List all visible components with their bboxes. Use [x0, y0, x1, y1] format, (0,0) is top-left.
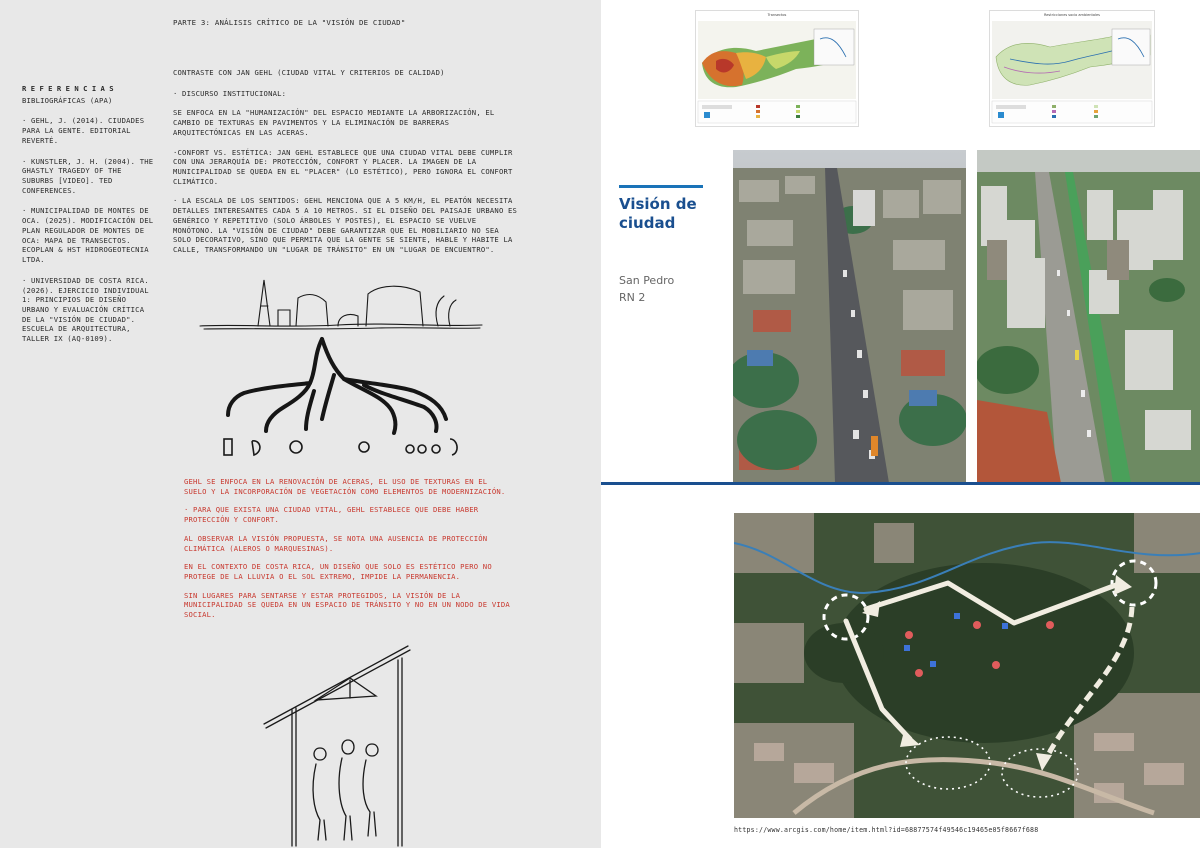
- current-street-photo: [733, 150, 966, 483]
- reference-item: · GEHL, J. (2014). CIUDADES PARA LA GENTE. EDITORIAL REVERTÉ.: [22, 116, 145, 145]
- critique-note: · PARA QUE EXISTA UNA CIUDAD VITAL, GEHL ESTABLECE QUE DEBE HABER PROTECCIÓN Y CONFORT.: [184, 505, 479, 525]
- reference-item: · UNIVERSIDAD DE COSTA RICA. (2026). EJERCICIO INDIVIDUAL 1: PRINCIPIOS DE DISEÑO URBANO Y EVALUACIÓN CRÍTICA DE LA "VISIÓN DE CIUDAD". ESCUELA DE ARQUITECTURA, TALLER IX (AQ-0109).: [22, 275, 149, 344]
- references-column: [22, 84, 157, 355]
- satellite-route-map: [734, 513, 1200, 818]
- critique-note: EN EL CONTEXTO DE COSTA RICA, UN DISEÑO QUE SOLO ES ESTÉTICO PERO NO PROTEGE DE LA LLUVIA O EL SOL EXTREMO, IMPIDE LA PERMANENCIA.: [184, 562, 492, 582]
- critique-notes: [184, 477, 514, 629]
- analysis-paragraph: · LA ESCALA DE LOS SENTIDOS: GEHL MENCIONA QUE A 5 KM/H, EL PEATÓN NECESITA DETALLES INTERESANTES CADA 5 A 10 METROS. SI EL DISEÑO DEL PAISAJE URBANO ES GENÉRICO Y REPETITIVO (SOLO ÁRBOLES Y POSTES), EL ESPACIO SE VUELVE MONÓTONO. LA "VISIÓN DE CIUDAD" DEBE GARANTIZAR QUE EL MOBILIARIO NO SEA SOLO DECORATIVO, SINO QUE PERMITA QUE LA GENTE SE SIENTE, HABLE Y HABITE LA CALLE, TRANSFORMANDO UN "LUGAR DE TRÁNSITO" EN UN "LUGAR DE ENCUENTRO".: [173, 196, 518, 255]
- vision-panel: [601, 150, 733, 486]
- shelter-sketch: [258, 640, 428, 848]
- analysis-column: [173, 68, 518, 265]
- restrictions-map-title: Restricciones socio ambientales: [1043, 13, 1100, 17]
- reference-item: · MUNICIPALIDAD DE MONTES DE OCA. (2025). MODIFICACIÓN DEL PLAN REGULADOR DE MONTES DE OCA: MAPA DE TRANSECTOS. ECOPLAN & HST HIDROGEOTECNIA LTDA.: [22, 206, 154, 265]
- vision-title: Visión de ciudad: [619, 195, 697, 232]
- vision-accent-rule: [619, 185, 703, 188]
- transect-map-graphic: [696, 17, 858, 125]
- accent-band: [601, 482, 1200, 485]
- analysis-paragraph: · DISCURSO INSTITUCIONAL:: [173, 88, 287, 98]
- vision-location-name: San Pedro: [619, 274, 675, 287]
- restrictions-map-graphic: [990, 17, 1154, 125]
- critique-note: AL OBSERVAR LA VISIÓN PROPUESTA, SE NOTA UNA AUSENCIA DE PROTECCIÓN CLIMÁTICA (ALEROS O MARQUESINAS).: [184, 533, 488, 553]
- reference-item: · KUNSTLER, J. H. (2004). THE GHASTLY TRAGEDY OF THE SUBURBS [VIDEO]. TED CONFERENCES.: [22, 156, 154, 195]
- restrictions-map: [989, 10, 1155, 127]
- source-url[interactable]: https://www.arcgis.com/home/item.html?id=68877574f49546c19465e05f8667f688: [734, 826, 1039, 834]
- analysis-paragraph: ·CONFORT VS. ESTÉTICA: JAN GEHL ESTABLECE QUE UNA CIUDAD VITAL DEBE CUMPLIR CON UNA JERARQUÍA DE: PROTECCIÓN, CONFORT Y PLACER. LA IMAGEN DE LA MUNICIPALIDAD SE QUEDA EN EL "PLACER" (LO ESTÉTICO), PERO IGNORA EL CONFORT CLIMÁTICO.: [173, 147, 513, 186]
- skyline-sketch: [198, 272, 488, 334]
- critique-note: SIN LUGARES PARA SENTARSE Y ESTAR PROTEGIDOS, LA VISIÓN DE LA MUNICIPALIDAD SE QUEDA EN UN ESPACIO DE TRÁNSITO Y NO EN UN NODO DE VIDA SOCIAL.: [184, 590, 510, 620]
- transect-map: [695, 10, 859, 127]
- right-page: [601, 0, 1200, 848]
- proposed-vision-photo: [977, 150, 1200, 483]
- analysis-paragraph: SE ENFOCA EN LA "HUMANIZACIÓN" DEL ESPACIO MEDIANTE LA ARBORIZACIÓN, EL CAMBIO DE TEXTURAS EN PAVIMENTOS Y LA ELIMINACIÓN DE BARRERAS ARQUITECTÓNICAS EN LAS ACERAS.: [173, 108, 495, 137]
- transect-map-title: Transectos: [767, 13, 787, 17]
- references-heading: REFERENCIAS: [22, 84, 118, 93]
- vision-location: [619, 272, 674, 306]
- network-sketch: [214, 335, 474, 465]
- vision-route-name: RN 2: [619, 291, 646, 304]
- references-subheading: BIBLIOGRÁFICAS (APA): [22, 95, 113, 105]
- part-title: PARTE 3: ANÁLISIS CRÍTICO DE LA "VISIÓN DE CIUDAD": [173, 18, 406, 27]
- analysis-subtitle: CONTRASTE CON JAN GEHL (CIUDAD VITAL Y CRITERIOS DE CALIDAD): [173, 68, 445, 77]
- critique-note: GEHL SE ENFOCA EN LA RENOVACIÓN DE ACERAS, EL USO DE TEXTURAS EN EL SUELO Y LA INCORPORACIÓN DE VEGETACIÓN COMO ELEMENTOS DE MODERNIZACIÓN.: [184, 477, 506, 496]
